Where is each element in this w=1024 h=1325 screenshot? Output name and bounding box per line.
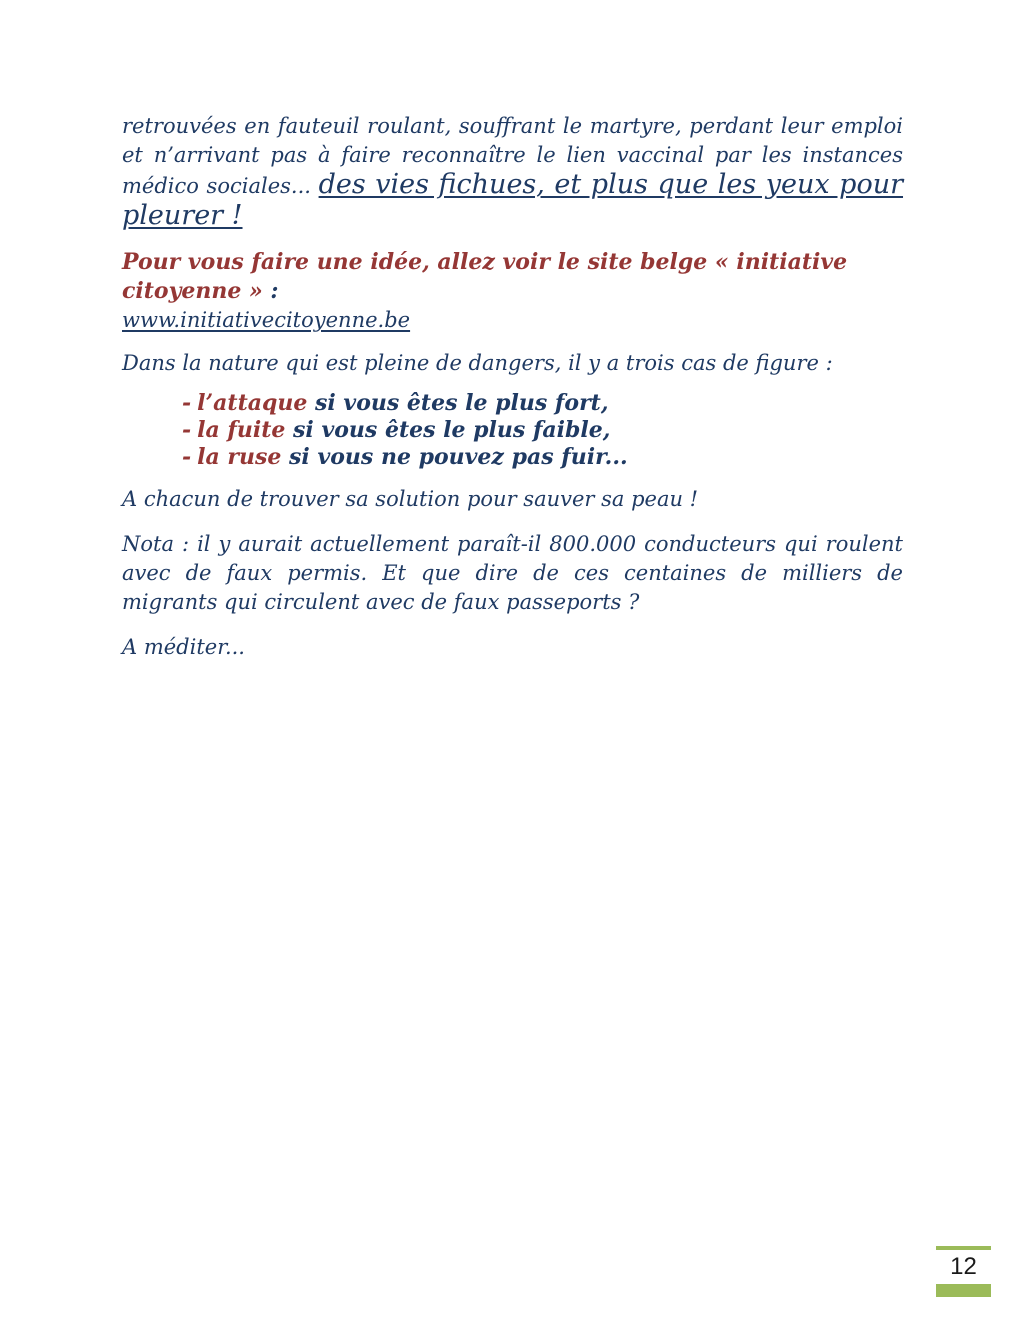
list-item-attaque bbox=[182, 390, 903, 417]
list-rest: si vous êtes le plus fort, bbox=[307, 390, 609, 416]
callout-colon: : bbox=[262, 278, 279, 304]
list-item-fuite bbox=[182, 417, 903, 444]
list-item-ruse bbox=[182, 444, 903, 471]
three-cases-list bbox=[122, 390, 903, 471]
list-keyword: l’attaque bbox=[197, 390, 308, 416]
page-number-bottom-bar bbox=[936, 1284, 991, 1297]
paragraph-body-text: retrouvées en fauteuil roulant, souffrant le martyre, perdant leur emploi et n’arrivant pas à faire reconnaître le lien vaccinal par les instances médico sociales... bbox=[122, 114, 903, 198]
list-keyword: la ruse bbox=[197, 444, 282, 470]
emphasized-underlined-text: des vies fichues, et plus que les yeux pour pleurer ! bbox=[122, 169, 904, 231]
list-rest: si vous êtes le plus faible, bbox=[285, 417, 611, 443]
link-initiativecitoyenne[interactable]: www.initiativecitoyenne.be bbox=[122, 308, 411, 332]
list-rest: si vous ne pouvez pas fuir... bbox=[281, 444, 628, 470]
page-number-block bbox=[936, 1246, 991, 1297]
paragraph-a-mediter: A méditer... bbox=[122, 635, 245, 659]
page-content bbox=[122, 112, 903, 678]
paragraph-vaccine-consequences bbox=[122, 112, 903, 232]
callout-red-text: Pour vous faire une idée, allez voir le site belge « initiative citoyenne » bbox=[122, 249, 848, 304]
list-dash: - bbox=[182, 444, 192, 470]
callout-initiative-citoyenne bbox=[122, 248, 903, 335]
paragraph-nota-faux-permis: Nota : il y aurait actuellement paraît-il 800.000 conducteurs qui roulent avec de faux permis. Et que dire de ces centaines de milliers de migrants qui circulent avec de faux passeports ? bbox=[122, 532, 903, 614]
list-dash: - bbox=[182, 390, 192, 416]
list-keyword: la fuite bbox=[197, 417, 286, 443]
paragraph-nature-dangers: Dans la nature qui est pleine de dangers, il y a trois cas de figure : bbox=[122, 351, 833, 375]
page-number: 12 bbox=[950, 1253, 977, 1280]
list-dash: - bbox=[182, 417, 192, 443]
paragraph-sauver-sa-peau: A chacun de trouver sa solution pour sauver sa peau ! bbox=[122, 487, 699, 511]
